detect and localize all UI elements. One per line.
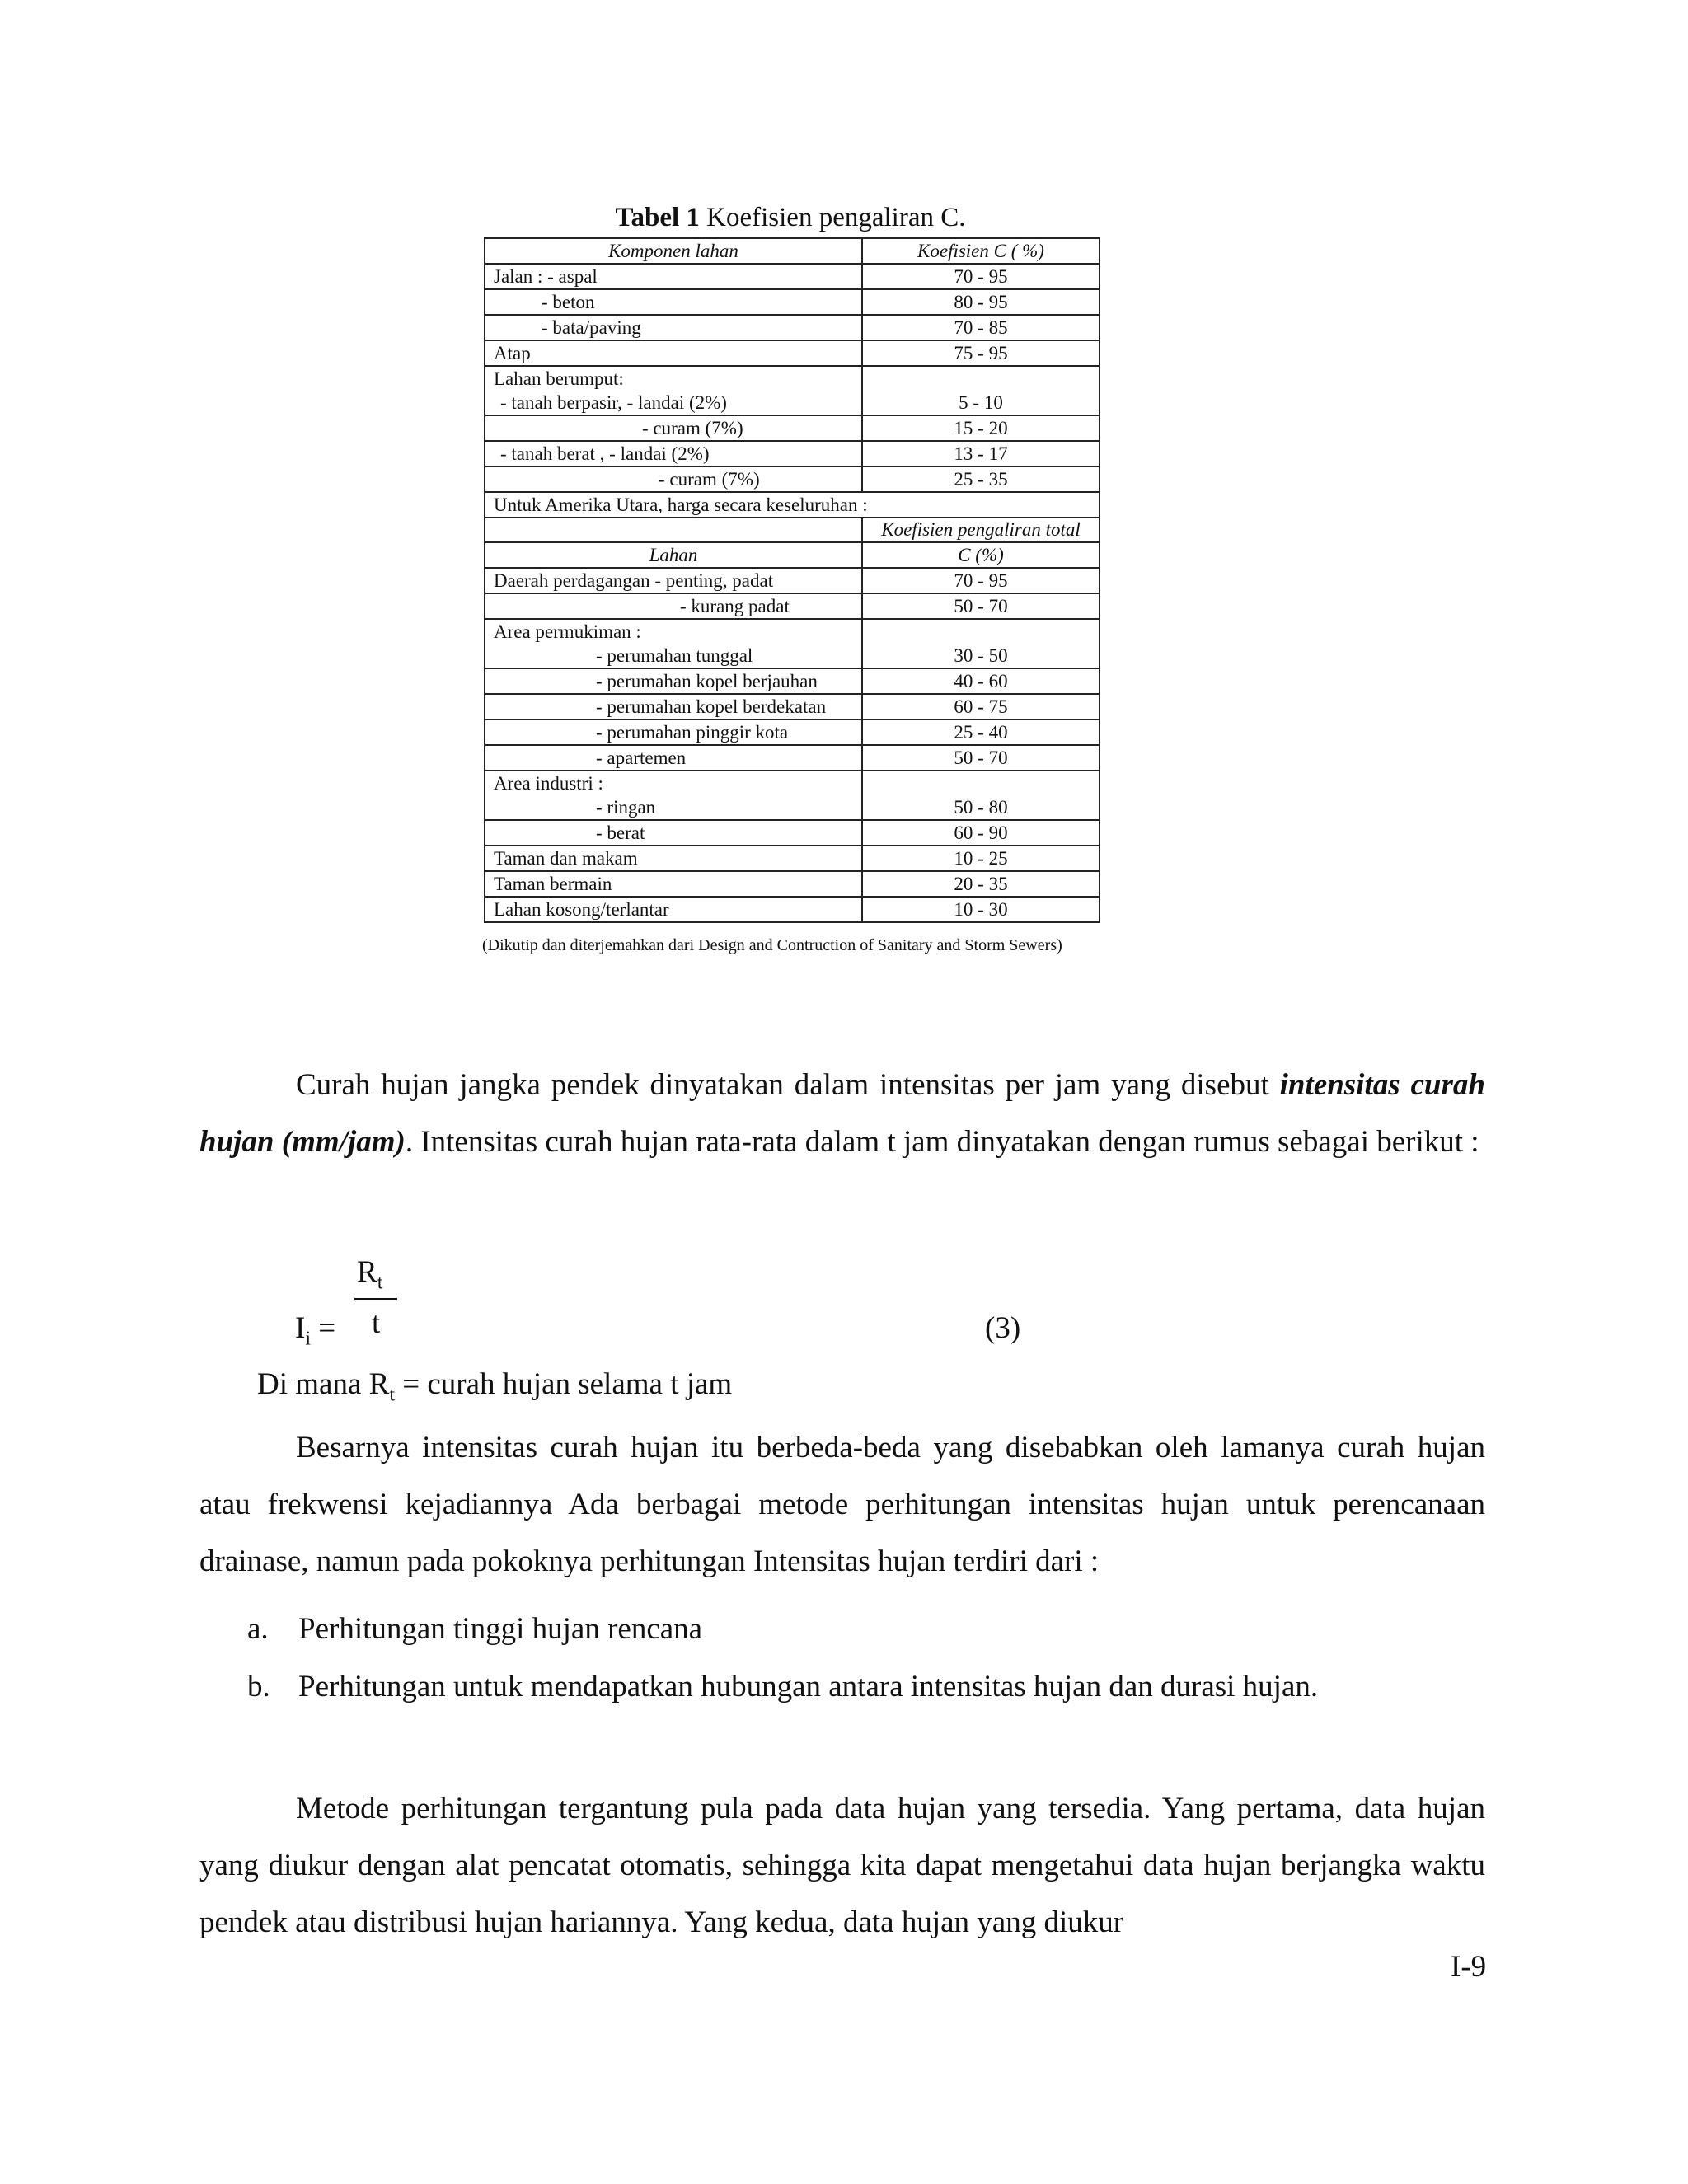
row-value: 60 - 75	[862, 694, 1100, 719]
row-label: - kurang padat	[680, 596, 790, 616]
row-value: 40 - 60	[862, 668, 1100, 694]
row-label: - tanah berat , - landai (2%)	[500, 443, 710, 464]
table-source-note: (Dikutip dan diterjemahkan dari Design and Contruction of Sanitary and Storm Sewers)	[482, 936, 1062, 954]
header-cell: Koefisien pengaliran total	[862, 518, 1100, 542]
group-title: Area industri :	[494, 773, 603, 794]
row-label: Daerah perdagangan - penting, padat	[485, 568, 862, 593]
table-row	[485, 719, 1100, 745]
numerator-subscript: t	[377, 1272, 383, 1294]
row-label: - perumahan tunggal	[596, 645, 753, 666]
row-label: Taman bermain	[485, 871, 862, 897]
paragraph-text: . Intensitas curah hujan rata-rata dalam t jam dinyatakan dengan rumus sebagai berikut :	[405, 1125, 1479, 1159]
paragraph-text: Curah hujan jangka pendek dinyatakan dalam intensitas per jam yang disebut	[296, 1068, 1280, 1102]
row-label: - berat	[596, 823, 645, 843]
us-note: Untuk Amerika Utara, harga secara keseluruhan :	[485, 492, 1100, 518]
table-row	[485, 289, 1100, 315]
row-label: - perumahan kopel berdekatan	[596, 696, 827, 717]
row-label: - perumahan pinggir kota	[596, 722, 789, 743]
table-caption	[482, 201, 1099, 234]
header-cell: C (%)	[862, 542, 1100, 568]
header-cell: Komponen lahan	[485, 238, 862, 264]
list-text: Perhitungan tinggi hujan rencana	[298, 1612, 703, 1646]
row-value: 25 - 40	[862, 719, 1100, 745]
table-header-row	[485, 518, 1100, 542]
row-label: - perumahan kopel berjauhan	[596, 671, 818, 691]
lhs-subscript: i	[305, 1328, 311, 1350]
table-row	[485, 366, 1100, 415]
table-row	[485, 264, 1100, 289]
row-value: 50 - 80	[862, 771, 1100, 820]
row-label: - curam (7%)	[642, 418, 743, 438]
table-row	[485, 846, 1100, 871]
row-label: - beton	[542, 292, 595, 312]
header-cell: Koefisien C ( %)	[862, 238, 1100, 264]
row-label: - apartemen	[596, 748, 687, 768]
formula-denominator: t	[372, 1306, 381, 1340]
table-row	[485, 441, 1100, 466]
equals-sign: =	[311, 1311, 336, 1345]
header-cell: Lahan	[485, 542, 862, 568]
row-value: 50 - 70	[862, 593, 1100, 619]
equation-number: (3)	[985, 1311, 1021, 1345]
list-text: Perhitungan untuk mendapatkan hubungan antara intensitas hujan dan durasi hujan.	[298, 1670, 1319, 1704]
row-label: Atap	[485, 340, 862, 366]
formula-lhs	[295, 1310, 335, 1350]
row-label: - bata/paving	[542, 317, 641, 338]
paragraph-text: Besarnya intensitas curah hujan itu berbeda-beda yang disebabkan oleh lamanya curah hujan atau frekwensi kejadiannya Ada berbagai metode perhitungan intensitas hujan untuk perencanaan drainase, namun pada pokoknya perhitungan Intensitas hujan terdiri dari :	[199, 1431, 1485, 1578]
table-row	[485, 415, 1100, 441]
table-row	[485, 593, 1100, 619]
lhs-symbol: I	[295, 1311, 306, 1345]
table-header-row	[485, 238, 1100, 264]
row-value: 25 - 35	[862, 466, 1100, 492]
row-value: 15 - 20	[862, 415, 1100, 441]
table-row	[485, 619, 1100, 668]
table-row	[485, 315, 1100, 340]
row-label: Lahan kosong/terlantar	[485, 897, 862, 922]
table-row	[485, 466, 1100, 492]
row-value: 20 - 35	[862, 871, 1100, 897]
row-value: 10 - 25	[862, 846, 1100, 871]
where-subscript: t	[389, 1384, 395, 1406]
row-value: 10 - 30	[862, 897, 1100, 922]
table-row	[485, 340, 1100, 366]
table-row	[485, 820, 1100, 846]
row-value: 5 - 10	[862, 366, 1100, 415]
row-value: 70 - 95	[862, 264, 1100, 289]
formula-numerator	[357, 1254, 382, 1294]
list-label: b.	[247, 1670, 270, 1704]
table-row	[485, 771, 1100, 820]
table-row	[485, 694, 1100, 719]
paragraph-text: Metode perhitungan tergantung pula pada data hujan yang tersedia. Yang pertama, data hujan yang diukur dengan alat pencatat otomatis, sehingga kita dapat mengetahui data hujan berjangka waktu pendek atau distribusi hujan hariannya. Yang kedua, data hujan yang diukur	[199, 1792, 1485, 1939]
numerator-symbol: R	[357, 1255, 377, 1289]
paragraph-methods	[199, 1419, 1485, 1590]
table-row	[485, 492, 1100, 518]
group-title: Lahan berumput:	[494, 368, 624, 389]
row-value: 80 - 95	[862, 289, 1100, 315]
fraction-bar	[354, 1298, 397, 1300]
where-text: Di mana R	[257, 1367, 390, 1401]
list-item	[247, 1611, 702, 1647]
row-label: Taman dan makam	[485, 846, 862, 871]
table-caption-text: Koefisien pengaliran C.	[699, 203, 966, 232]
row-label: - ringan	[596, 797, 656, 818]
table-row	[485, 568, 1100, 593]
row-value: 75 - 95	[862, 340, 1100, 366]
table-row	[485, 745, 1100, 771]
row-value: 60 - 90	[862, 820, 1100, 846]
formula-where	[257, 1366, 732, 1406]
table-row	[485, 871, 1100, 897]
page-number: I-9	[1451, 1950, 1487, 1984]
row-value: 70 - 95	[862, 568, 1100, 593]
row-label: - tanah berpasir, - landai (2%)	[500, 392, 727, 413]
table-caption-label: Tabel 1	[615, 203, 700, 232]
where-text: = curah hujan selama t jam	[394, 1367, 733, 1401]
paragraph-intensity	[199, 1057, 1485, 1170]
table-row	[485, 897, 1100, 922]
row-value: 70 - 85	[862, 315, 1100, 340]
group-title: Area permukiman :	[494, 621, 641, 642]
row-value: 30 - 50	[862, 619, 1100, 668]
row-value: 13 - 17	[862, 441, 1100, 466]
paragraph-data	[199, 1780, 1485, 1951]
emphasis-term: intensitas curah hujan (mm/jam)	[199, 1068, 1485, 1159]
row-label: Jalan : - aspal	[494, 266, 598, 287]
row-label: - curam (7%)	[659, 469, 760, 490]
table-row	[485, 668, 1100, 694]
table-header-row	[485, 542, 1100, 568]
list-label: a.	[247, 1612, 269, 1646]
list-item	[247, 1669, 1318, 1704]
row-value: 50 - 70	[862, 745, 1100, 771]
runoff-coefficient-table	[484, 237, 1100, 923]
